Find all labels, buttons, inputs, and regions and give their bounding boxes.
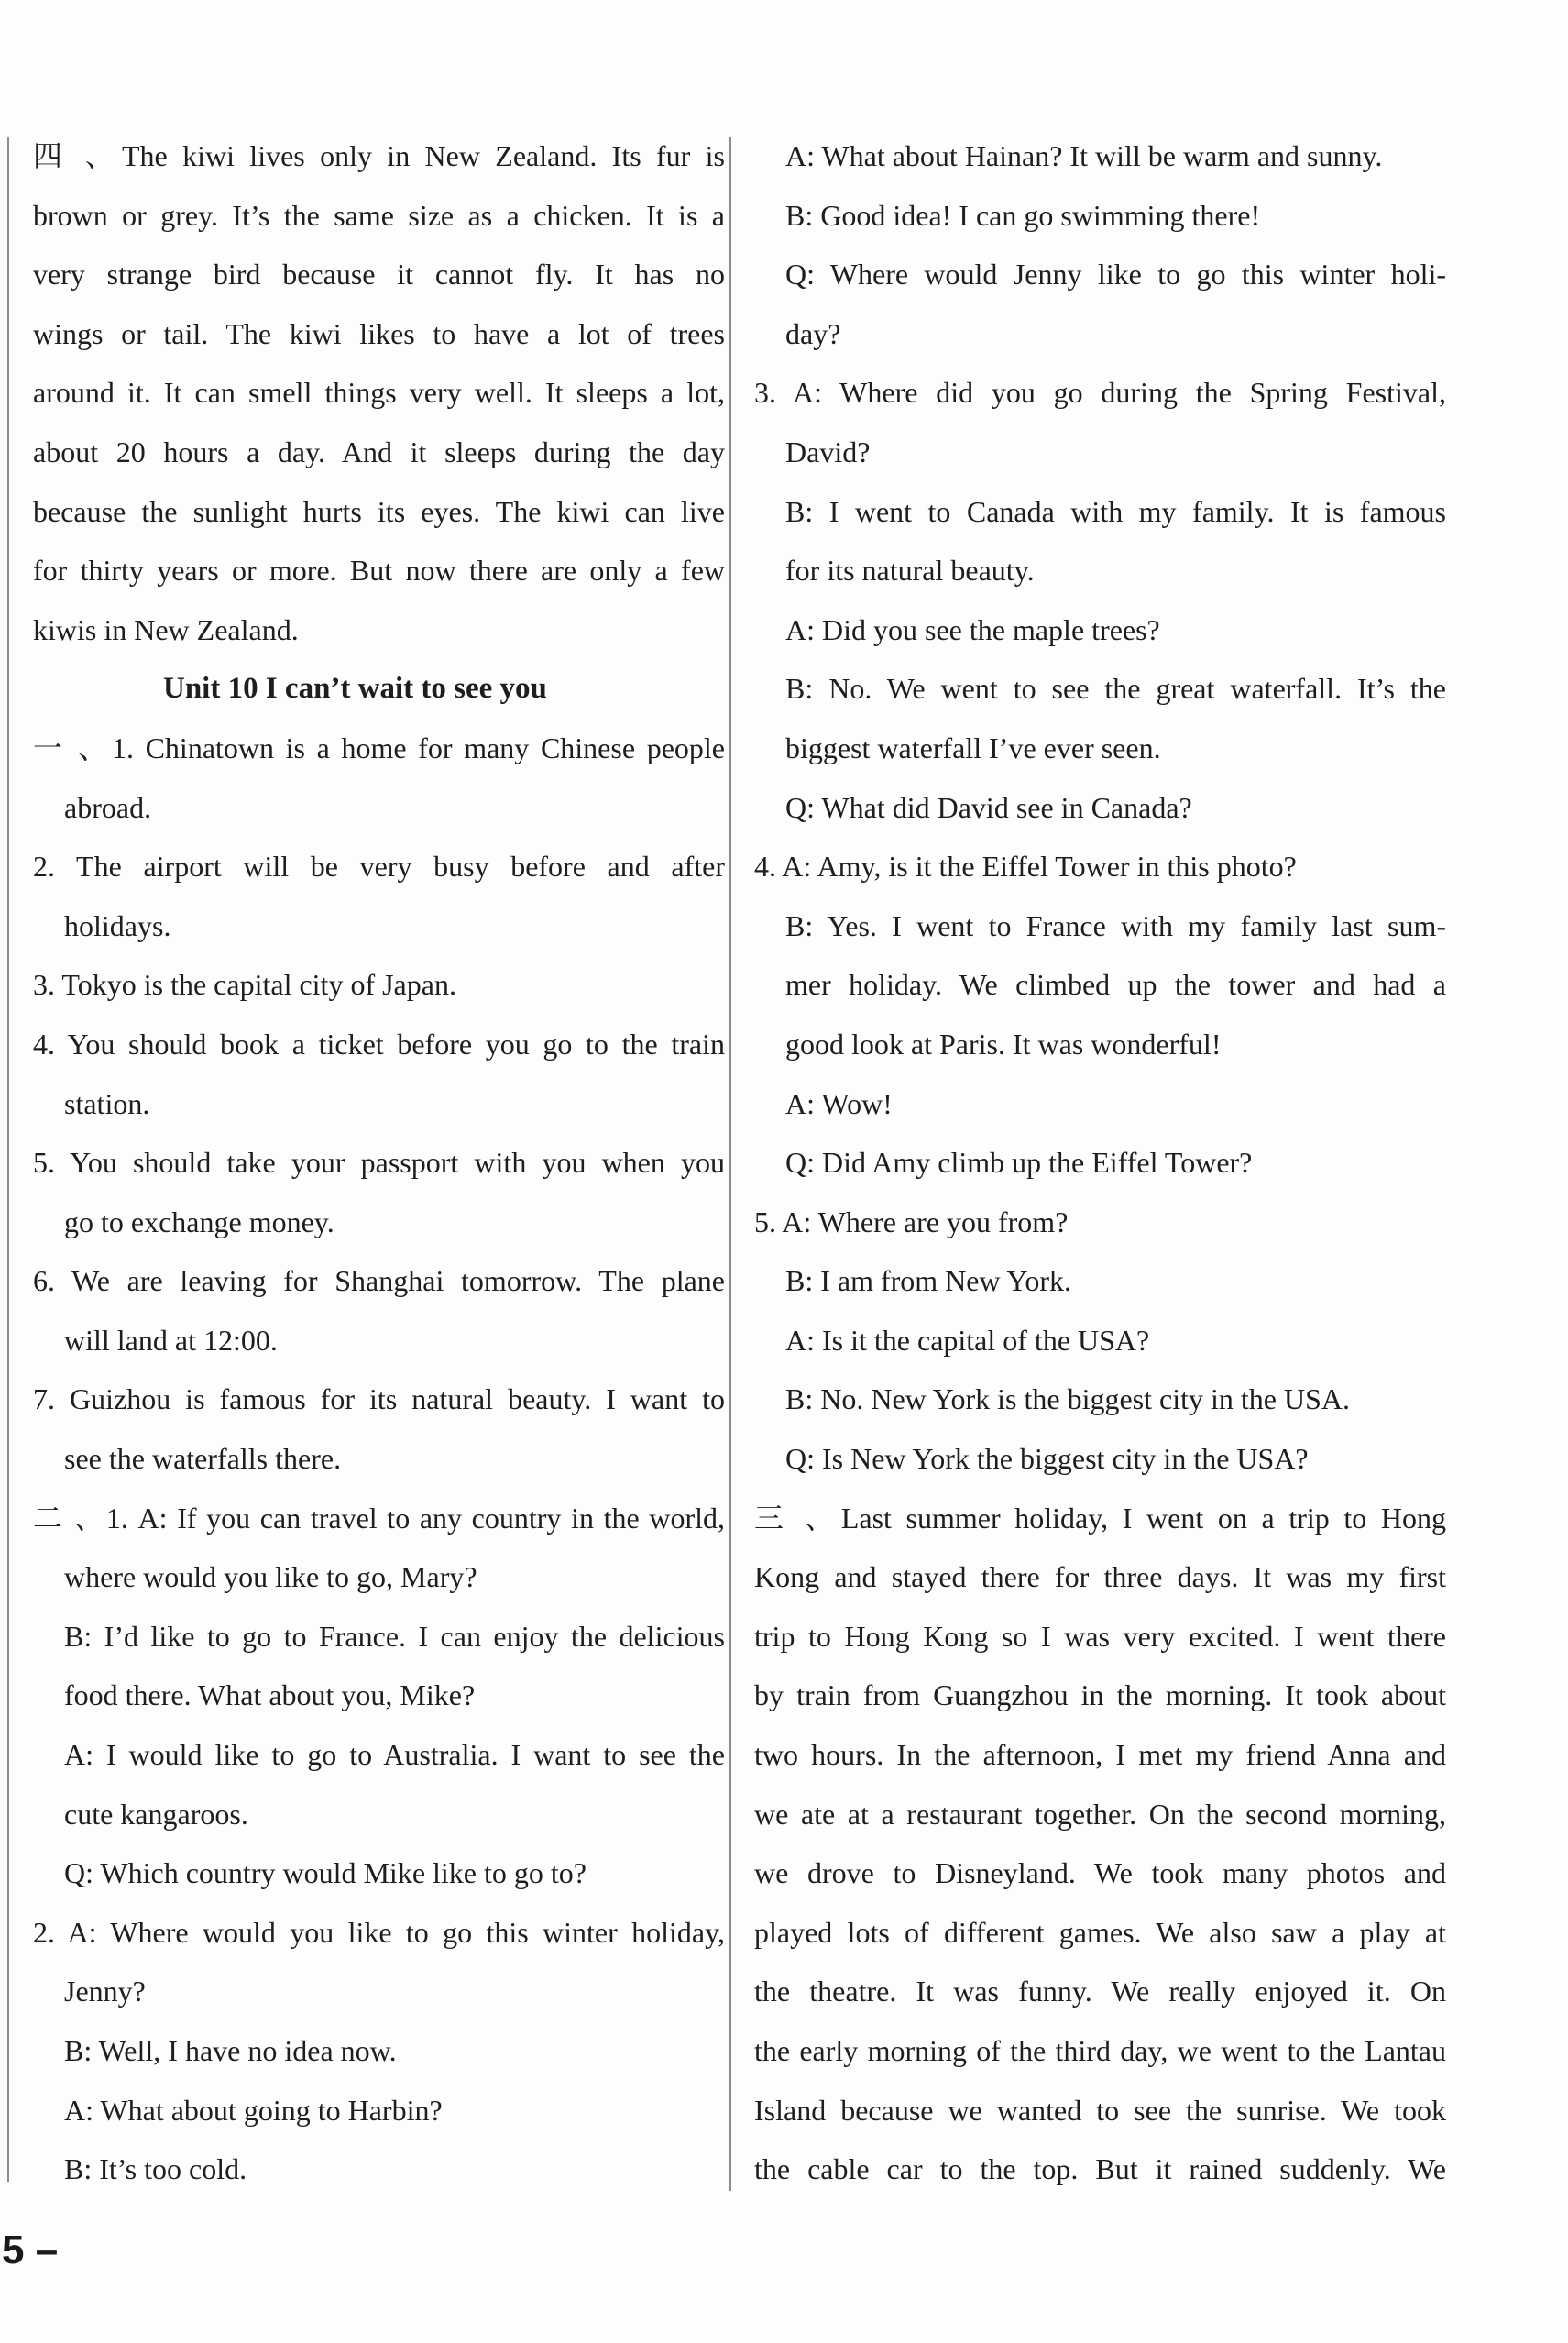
left-text-line: B: It’s too cold. [64,2152,247,2186]
right-text-line: B: Yes. I went to France with my family last sum- [785,908,1446,942]
left-text-line: B: Well, I have no idea now. [64,2034,397,2067]
left-text-line: station. [64,1086,150,1120]
left-text-line: B: I’d like to go to France. I can enjoy the delicious [64,1619,725,1653]
right-text-line: we ate at a restaurant together. On the second morning, [754,1797,1446,1831]
right-text-line: two hours. In the afternoon, I met my friend Anna and [754,1738,1446,1772]
left-text-line: brown or grey. It’s the same size as a chicken. It is a [33,198,725,232]
left-text-line: 2. A: Where would you like to go this winter holiday, [33,1915,725,1949]
left-text-line: go to exchange money. [64,1204,334,1238]
left-column [33,126,725,2199]
left-text-line: Q: Which country would Mike like to go to? [64,1856,587,1890]
right-text-line: trip to Hong Kong so I was very excited. I went there [754,1619,1446,1653]
left-text-line: kiwis in New Zealand. [33,612,299,646]
left-text-line: because the sunlight hurts its eyes. The kiwi can live [33,494,725,528]
right-text-line: B: Good idea! I can go swimming there! [785,198,1261,232]
right-text-line: David? [785,434,871,468]
column-divider [729,138,731,2191]
right-text-line: day? [785,316,841,350]
left-margin-rule [7,138,9,2182]
left-text-line: A: What about going to Harbin? [64,2093,443,2127]
left-text-line: 4. You should book a ticket before you go to the train [33,1027,725,1061]
right-text-line: 5. A: Where are you from? [754,1204,1069,1238]
left-text-line: for thirty years or more. But now there are only a few [33,554,725,588]
left-text-line: abroad. [64,790,152,824]
left-text-line: 6. We are leaving for Shanghai tomorrow. The plane [33,1264,725,1298]
right-text-line: played lots of different games. We also saw a play at [754,1915,1446,1949]
right-text-line: B: No. We went to see the great waterfall. It’s the [785,672,1446,706]
left-text-line: 一 、1. Chinatown is a home for many Chinese people [33,731,725,764]
right-text-line: Q: Is New York the biggest city in the USA? [785,1442,1309,1476]
left-text-line: about 20 hours a day. And it sleeps during the day [33,434,725,468]
right-text-line: B: I went to Canada with my family. It is famous [785,494,1446,528]
right-column [754,126,1446,2199]
left-text-line: wings or tail. The kiwi likes to have a lot of trees [33,316,725,350]
left-text-line: will land at 12:00. [64,1323,278,1357]
right-text-line: 3. A: Where did you go during the Spring Festival, [754,376,1446,410]
unit-heading: Unit 10 I can’t wait to see you [163,672,547,706]
right-text-line: biggest waterfall I’ve ever seen. [785,731,1161,764]
left-text-line: 四 、The kiwi lives only in New Zealand. Its fur is [33,139,725,172]
left-text-line: where would you like to go, Mary? [64,1560,477,1594]
right-text-line: B: No. New York is the biggest city in the USA. [785,1382,1350,1416]
right-text-line: 4. A: Amy, is it the Eiffel Tower in this photo? [754,850,1297,884]
right-text-line: the early morning of the third day, we went to the Lantau [754,2034,1446,2067]
left-text-line: food there. What about you, Mike? [64,1678,476,1712]
right-text-line: 三 、Last summer holiday, I went on a trip to Hong [754,1501,1446,1534]
left-text-line: 3. Tokyo is the capital city of Japan. [33,968,456,1002]
left-text-line: holidays. [64,908,171,942]
left-text-line: 二 、1. A: If you can travel to any country in the world, [33,1501,725,1534]
right-text-line: A: Is it the capital of the USA? [785,1323,1150,1357]
left-text-line: 2. The airport will be very busy before and after [33,850,725,884]
right-text-line: Q: Did Amy climb up the Eiffel Tower? [785,1146,1253,1180]
right-text-line: good look at Paris. It was wonderful! [785,1027,1222,1061]
left-text-line: cute kangaroos. [64,1797,248,1831]
right-text-line: the cable car to the top. But it rained suddenly. We [754,2152,1446,2186]
left-text-line: Jenny? [64,1974,146,2008]
page-number: 5 – [2,2228,59,2272]
left-text-line: see the waterfalls there. [64,1442,342,1476]
right-text-line: Q: Where would Jenny like to go this winter holi- [785,258,1446,292]
right-text-line: we drove to Disneyland. We took many photos and [754,1856,1446,1890]
right-text-line: the theatre. It was funny. We really enjoyed it. On [754,1974,1446,2008]
right-text-line: by train from Guangzhou in the morning. It took about [754,1678,1446,1712]
left-text-line: very strange bird because it cannot fly. It has no [33,258,725,292]
left-text-line: A: I would like to go to Australia. I want to see the [64,1738,725,1772]
right-text-line: A: What about Hainan? It will be warm and sunny. [785,139,1383,172]
left-text-line: 5. You should take your passport with you when you [33,1146,725,1180]
right-text-line: Island because we wanted to see the sunrise. We took [754,2093,1446,2127]
right-text-line: B: I am from New York. [785,1264,1071,1298]
right-text-line: A: Did you see the maple trees? [785,612,1160,646]
right-text-line: Kong and stayed there for three days. It was my first [754,1560,1446,1594]
right-text-line: A: Wow! [785,1086,893,1120]
right-text-line: mer holiday. We climbed up the tower and had a [785,968,1446,1002]
right-text-line: for its natural beauty. [785,554,1035,588]
left-text-line: 7. Guizhou is famous for its natural beauty. I want to [33,1382,725,1416]
left-text-line: around it. It can smell things very well. It sleeps a lot, [33,376,725,410]
right-text-line: Q: What did David see in Canada? [785,790,1192,824]
